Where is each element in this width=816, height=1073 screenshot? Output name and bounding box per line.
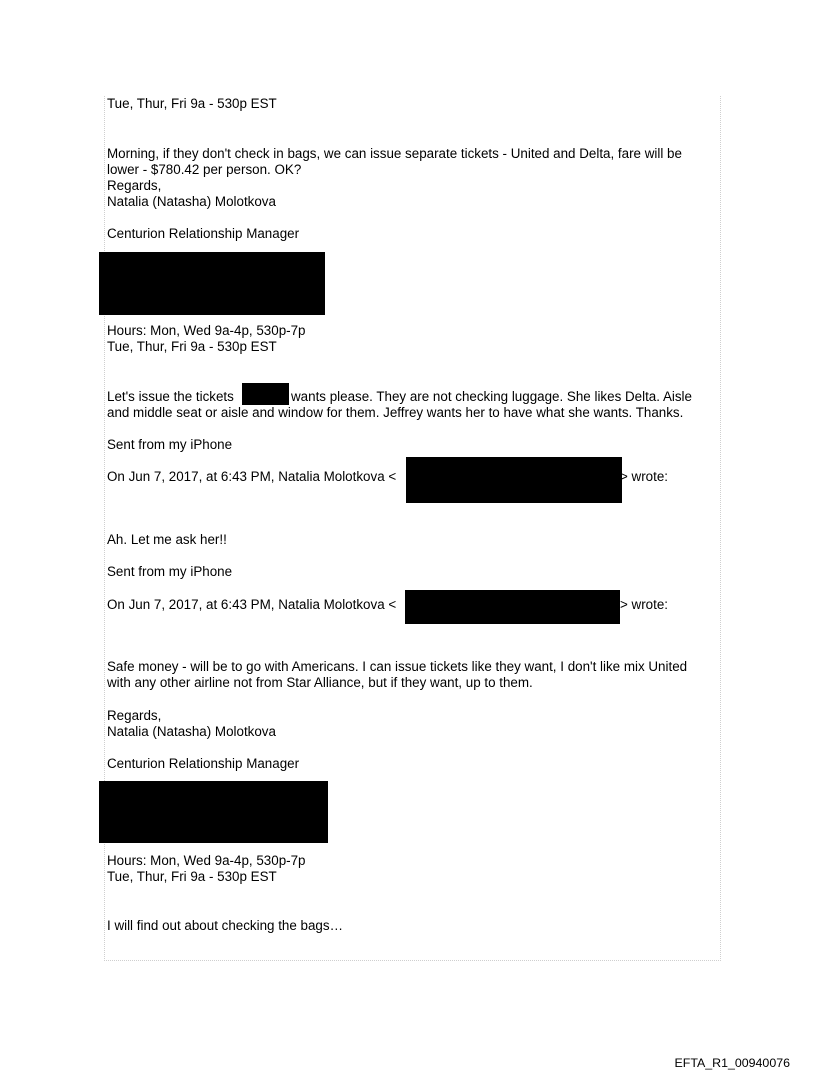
email-body-line: lower - $780.42 per person. OK?	[107, 162, 302, 177]
email-body-line: I will find out about checking the bags…	[107, 918, 343, 933]
regards-text: Regards,	[107, 708, 162, 723]
email-body-line: Safe money - will be to go with Americans. I can issue tickets like they want, I don't like mix United	[107, 659, 688, 674]
sender-name: Natalia (Natasha) Molotkova	[107, 194, 276, 209]
email-body-line: Morning, if they don't check in bags, we can issue separate tickets - United and Delta, fare will be	[107, 146, 682, 161]
email-body-line: Ah. Let me ask her!!	[107, 532, 227, 547]
regards-text: Regards,	[107, 178, 162, 193]
redaction-block	[406, 457, 622, 503]
sender-name: Natalia (Natasha) Molotkova	[107, 724, 276, 739]
redaction-block	[405, 590, 620, 624]
hours-line: Hours: Mon, Wed 9a-4p, 530p-7p	[107, 323, 306, 338]
email-body-line-part-b: wants please. They are not checking luggage. She likes Delta. Aisle	[291, 389, 692, 404]
redaction-block	[242, 383, 289, 405]
hours-line: Tue, Thur, Fri 9a - 530p EST	[107, 96, 277, 111]
redaction-block	[99, 781, 328, 843]
quote-header-part-a: On Jun 7, 2017, at 6:43 PM, Natalia Molotkova <	[107, 597, 397, 612]
hours-line: Tue, Thur, Fri 9a - 530p EST	[107, 869, 277, 884]
quote-header-part-a: On Jun 7, 2017, at 6:43 PM, Natalia Molotkova <	[107, 469, 397, 484]
sent-from-text: Sent from my iPhone	[107, 437, 233, 452]
email-body-line: and middle seat or aisle and window for them. Jeffrey wants her to have what she wants. Thanks.	[107, 405, 684, 420]
quote-header-part-b: > wrote:	[620, 469, 669, 484]
sender-title: Centurion Relationship Manager	[107, 226, 300, 241]
email-body-line-part-a: Let's issue the tickets	[107, 389, 234, 404]
document-id: EFTA_R1_00940076	[674, 1056, 790, 1070]
hours-line: Tue, Thur, Fri 9a - 530p EST	[107, 339, 277, 354]
sender-title: Centurion Relationship Manager	[107, 756, 300, 771]
sent-from-text: Sent from my iPhone	[107, 564, 233, 579]
hours-line: Hours: Mon, Wed 9a-4p, 530p-7p	[107, 853, 306, 868]
email-body-line: with any other airline not from Star Alliance, but if they want, up to them.	[107, 675, 533, 690]
redaction-block	[99, 252, 325, 315]
quote-header-part-b: > wrote:	[620, 597, 669, 612]
